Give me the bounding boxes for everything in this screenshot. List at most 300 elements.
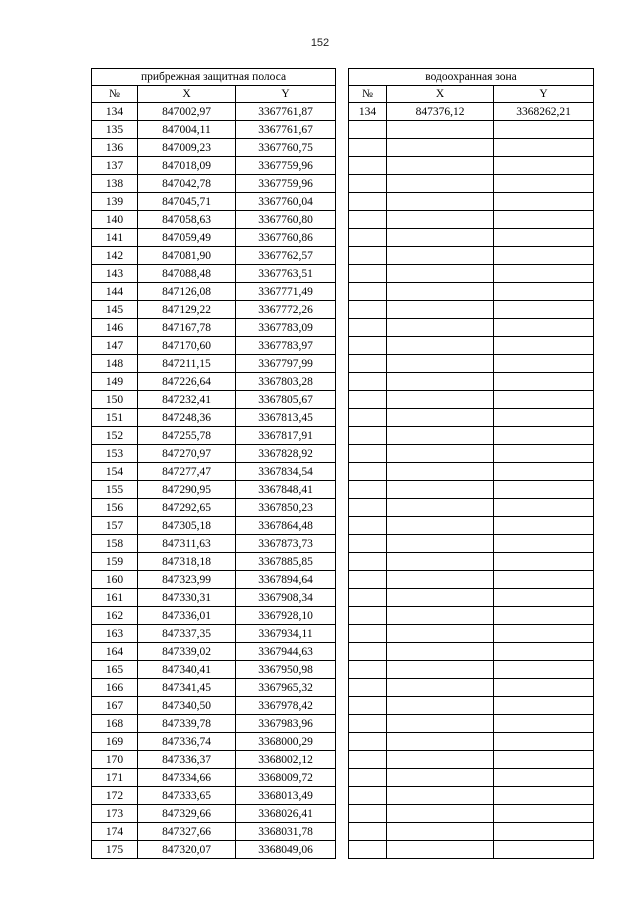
right-y-coordinate-cell bbox=[494, 283, 594, 301]
table-gap bbox=[336, 499, 349, 517]
left-x-coordinate-cell: 847170,60 bbox=[138, 337, 236, 355]
left-x-coordinate-cell: 847004,11 bbox=[138, 121, 236, 139]
left-x-coordinate-cell: 847290,95 bbox=[138, 481, 236, 499]
right-point-number-cell bbox=[349, 121, 387, 139]
table-row bbox=[92, 319, 594, 337]
right-x-coordinate-cell bbox=[387, 733, 494, 751]
right-x-coordinate-cell bbox=[387, 175, 494, 193]
table-row bbox=[92, 787, 594, 805]
left-x-coordinate-cell: 847339,78 bbox=[138, 715, 236, 733]
section-title-row bbox=[92, 69, 594, 86]
table-gap bbox=[336, 679, 349, 697]
table-gap bbox=[336, 229, 349, 247]
table-gap bbox=[336, 463, 349, 481]
right-point-number-cell bbox=[349, 427, 387, 445]
left-point-number-cell: 135 bbox=[92, 121, 138, 139]
left-x-coordinate-cell: 847042,78 bbox=[138, 175, 236, 193]
right-point-number-cell bbox=[349, 751, 387, 769]
right-x-coordinate-cell bbox=[387, 715, 494, 733]
left-x-coordinate-cell: 847334,66 bbox=[138, 769, 236, 787]
right-y-coordinate-cell bbox=[494, 625, 594, 643]
right-x-coordinate-cell bbox=[387, 625, 494, 643]
left-y-coordinate-cell: 3367894,64 bbox=[236, 571, 336, 589]
table-gap bbox=[336, 823, 349, 841]
right-point-number-cell bbox=[349, 175, 387, 193]
left-y-coordinate-cell: 3367950,98 bbox=[236, 661, 336, 679]
left-y-coordinate-cell: 3367834,54 bbox=[236, 463, 336, 481]
right-y-coordinate-cell bbox=[494, 319, 594, 337]
left-x-coordinate-cell: 847336,01 bbox=[138, 607, 236, 625]
right-y-coordinate-cell bbox=[494, 121, 594, 139]
table-row bbox=[92, 211, 594, 229]
left-x-coordinate-cell: 847292,65 bbox=[138, 499, 236, 517]
left-y-coordinate-cell: 3367850,23 bbox=[236, 499, 336, 517]
table-row bbox=[92, 805, 594, 823]
right-y-coordinate-cell bbox=[494, 193, 594, 211]
table-gap bbox=[336, 751, 349, 769]
right-y-coordinate-cell bbox=[494, 157, 594, 175]
table-row bbox=[92, 355, 594, 373]
left-x-coordinate-cell: 847336,74 bbox=[138, 733, 236, 751]
right-x-coordinate-cell bbox=[387, 121, 494, 139]
left-x-coordinate-cell: 847339,02 bbox=[138, 643, 236, 661]
left-y-coordinate-cell: 3367873,73 bbox=[236, 535, 336, 553]
right-point-number-cell bbox=[349, 139, 387, 157]
left-header-y: Y bbox=[236, 86, 336, 103]
left-x-coordinate-cell: 847270,97 bbox=[138, 445, 236, 463]
right-x-coordinate-cell bbox=[387, 355, 494, 373]
left-y-coordinate-cell: 3367965,32 bbox=[236, 679, 336, 697]
right-x-coordinate-cell bbox=[387, 283, 494, 301]
column-header-row bbox=[92, 86, 594, 103]
table-row bbox=[92, 571, 594, 589]
left-point-number-cell: 149 bbox=[92, 373, 138, 391]
table-row bbox=[92, 499, 594, 517]
right-y-coordinate-cell bbox=[494, 607, 594, 625]
right-y-coordinate-cell bbox=[494, 787, 594, 805]
table-gap bbox=[336, 571, 349, 589]
left-y-coordinate-cell: 3368026,41 bbox=[236, 805, 336, 823]
left-y-coordinate-cell: 3367761,87 bbox=[236, 103, 336, 121]
right-point-number-cell bbox=[349, 805, 387, 823]
right-header-x: X bbox=[387, 86, 494, 103]
table-row bbox=[92, 409, 594, 427]
table-gap bbox=[336, 715, 349, 733]
right-x-coordinate-cell bbox=[387, 805, 494, 823]
right-y-coordinate-cell bbox=[494, 589, 594, 607]
left-y-coordinate-cell: 3368031,78 bbox=[236, 823, 336, 841]
right-x-coordinate-cell bbox=[387, 661, 494, 679]
left-y-coordinate-cell: 3367928,10 bbox=[236, 607, 336, 625]
right-point-number-cell bbox=[349, 841, 387, 859]
right-x-coordinate-cell bbox=[387, 499, 494, 517]
left-y-coordinate-cell: 3367828,92 bbox=[236, 445, 336, 463]
right-point-number-cell bbox=[349, 517, 387, 535]
right-point-number-cell bbox=[349, 499, 387, 517]
right-x-coordinate-cell bbox=[387, 787, 494, 805]
right-point-number-cell bbox=[349, 301, 387, 319]
right-point-number-cell: 134 bbox=[349, 103, 387, 121]
right-section-title: водоохранная зона bbox=[349, 69, 594, 86]
right-y-coordinate-cell bbox=[494, 715, 594, 733]
left-point-number-cell: 154 bbox=[92, 463, 138, 481]
table-row bbox=[92, 103, 594, 121]
left-x-coordinate-cell: 847333,65 bbox=[138, 787, 236, 805]
right-y-coordinate-cell bbox=[494, 175, 594, 193]
right-x-coordinate-cell bbox=[387, 319, 494, 337]
right-y-coordinate-cell bbox=[494, 805, 594, 823]
table-row bbox=[92, 247, 594, 265]
right-x-coordinate-cell bbox=[387, 211, 494, 229]
left-y-coordinate-cell: 3368049,06 bbox=[236, 841, 336, 859]
left-x-coordinate-cell: 847341,45 bbox=[138, 679, 236, 697]
right-y-coordinate-cell bbox=[494, 517, 594, 535]
right-point-number-cell bbox=[349, 319, 387, 337]
right-header-number: № bbox=[349, 86, 387, 103]
left-x-coordinate-cell: 847009,23 bbox=[138, 139, 236, 157]
left-point-number-cell: 174 bbox=[92, 823, 138, 841]
right-y-coordinate-cell bbox=[494, 355, 594, 373]
table-gap bbox=[336, 121, 349, 139]
left-y-coordinate-cell: 3367885,85 bbox=[236, 553, 336, 571]
table-gap bbox=[336, 175, 349, 193]
right-point-number-cell bbox=[349, 265, 387, 283]
left-x-coordinate-cell: 847211,15 bbox=[138, 355, 236, 373]
left-point-number-cell: 166 bbox=[92, 679, 138, 697]
left-x-coordinate-cell: 847320,07 bbox=[138, 841, 236, 859]
table-row bbox=[92, 697, 594, 715]
table-gap bbox=[336, 193, 349, 211]
table-gap bbox=[336, 625, 349, 643]
table-gap bbox=[336, 787, 349, 805]
left-point-number-cell: 143 bbox=[92, 265, 138, 283]
table-row bbox=[92, 157, 594, 175]
right-point-number-cell bbox=[349, 283, 387, 301]
right-y-coordinate-cell bbox=[494, 499, 594, 517]
left-y-coordinate-cell: 3367817,91 bbox=[236, 427, 336, 445]
table-gap bbox=[336, 517, 349, 535]
right-x-coordinate-cell bbox=[387, 373, 494, 391]
left-x-coordinate-cell: 847255,78 bbox=[138, 427, 236, 445]
left-point-number-cell: 136 bbox=[92, 139, 138, 157]
left-point-number-cell: 168 bbox=[92, 715, 138, 733]
table-gap bbox=[336, 103, 349, 121]
right-y-coordinate-cell bbox=[494, 661, 594, 679]
table-gap bbox=[336, 337, 349, 355]
table-gap bbox=[336, 319, 349, 337]
table-gap bbox=[336, 427, 349, 445]
coordinates-table bbox=[91, 68, 594, 859]
left-y-coordinate-cell: 3368013,49 bbox=[236, 787, 336, 805]
right-header-y: Y bbox=[494, 86, 594, 103]
left-x-coordinate-cell: 847337,35 bbox=[138, 625, 236, 643]
table-gap bbox=[336, 661, 349, 679]
left-point-number-cell: 161 bbox=[92, 589, 138, 607]
right-point-number-cell bbox=[349, 391, 387, 409]
right-y-coordinate-cell bbox=[494, 337, 594, 355]
table-gap bbox=[336, 805, 349, 823]
left-point-number-cell: 162 bbox=[92, 607, 138, 625]
left-x-coordinate-cell: 847232,41 bbox=[138, 391, 236, 409]
left-x-coordinate-cell: 847340,41 bbox=[138, 661, 236, 679]
left-point-number-cell: 172 bbox=[92, 787, 138, 805]
right-x-coordinate-cell bbox=[387, 517, 494, 535]
left-point-number-cell: 150 bbox=[92, 391, 138, 409]
left-y-coordinate-cell: 3367762,57 bbox=[236, 247, 336, 265]
right-y-coordinate-cell bbox=[494, 481, 594, 499]
table-row bbox=[92, 391, 594, 409]
table-gap bbox=[336, 355, 349, 373]
right-x-coordinate-cell bbox=[387, 247, 494, 265]
left-y-coordinate-cell: 3367797,99 bbox=[236, 355, 336, 373]
right-x-coordinate-cell bbox=[387, 751, 494, 769]
left-x-coordinate-cell: 847081,90 bbox=[138, 247, 236, 265]
right-point-number-cell bbox=[349, 679, 387, 697]
left-point-number-cell: 160 bbox=[92, 571, 138, 589]
left-point-number-cell: 164 bbox=[92, 643, 138, 661]
right-y-coordinate-cell bbox=[494, 211, 594, 229]
left-y-coordinate-cell: 3367760,80 bbox=[236, 211, 336, 229]
table-row bbox=[92, 373, 594, 391]
table-row bbox=[92, 229, 594, 247]
left-y-coordinate-cell: 3368002,12 bbox=[236, 751, 336, 769]
left-point-number-cell: 145 bbox=[92, 301, 138, 319]
left-x-coordinate-cell: 847248,36 bbox=[138, 409, 236, 427]
right-x-coordinate-cell bbox=[387, 229, 494, 247]
left-point-number-cell: 167 bbox=[92, 697, 138, 715]
left-y-coordinate-cell: 3367944,63 bbox=[236, 643, 336, 661]
left-x-coordinate-cell: 847129,22 bbox=[138, 301, 236, 319]
right-point-number-cell bbox=[349, 157, 387, 175]
right-y-coordinate-cell bbox=[494, 301, 594, 319]
left-y-coordinate-cell: 3367759,96 bbox=[236, 175, 336, 193]
right-x-coordinate-cell bbox=[387, 697, 494, 715]
right-y-coordinate-cell bbox=[494, 841, 594, 859]
left-x-coordinate-cell: 847167,78 bbox=[138, 319, 236, 337]
right-x-coordinate-cell bbox=[387, 139, 494, 157]
table-gap bbox=[336, 86, 349, 103]
left-y-coordinate-cell: 3367772,26 bbox=[236, 301, 336, 319]
right-x-coordinate-cell bbox=[387, 643, 494, 661]
right-x-coordinate-cell bbox=[387, 607, 494, 625]
left-point-number-cell: 148 bbox=[92, 355, 138, 373]
right-point-number-cell bbox=[349, 787, 387, 805]
right-x-coordinate-cell bbox=[387, 301, 494, 319]
right-point-number-cell bbox=[349, 373, 387, 391]
table-row bbox=[92, 193, 594, 211]
right-x-coordinate-cell bbox=[387, 427, 494, 445]
right-point-number-cell bbox=[349, 769, 387, 787]
right-point-number-cell bbox=[349, 481, 387, 499]
left-x-coordinate-cell: 847330,31 bbox=[138, 589, 236, 607]
right-y-coordinate-cell bbox=[494, 247, 594, 265]
right-point-number-cell bbox=[349, 337, 387, 355]
left-x-coordinate-cell: 847336,37 bbox=[138, 751, 236, 769]
right-point-number-cell bbox=[349, 625, 387, 643]
table-gap bbox=[336, 247, 349, 265]
left-point-number-cell: 147 bbox=[92, 337, 138, 355]
table-gap bbox=[336, 553, 349, 571]
right-point-number-cell bbox=[349, 211, 387, 229]
table-gap bbox=[336, 643, 349, 661]
right-x-coordinate-cell bbox=[387, 535, 494, 553]
left-point-number-cell: 141 bbox=[92, 229, 138, 247]
left-point-number-cell: 157 bbox=[92, 517, 138, 535]
table-row bbox=[92, 535, 594, 553]
left-header-x: X bbox=[138, 86, 236, 103]
table-row bbox=[92, 265, 594, 283]
table-gap bbox=[336, 589, 349, 607]
left-y-coordinate-cell: 3367978,42 bbox=[236, 697, 336, 715]
left-y-coordinate-cell: 3368000,29 bbox=[236, 733, 336, 751]
left-x-coordinate-cell: 847126,08 bbox=[138, 283, 236, 301]
right-y-coordinate-cell bbox=[494, 229, 594, 247]
right-point-number-cell bbox=[349, 571, 387, 589]
left-x-coordinate-cell: 847058,63 bbox=[138, 211, 236, 229]
table-gap bbox=[336, 445, 349, 463]
right-y-coordinate-cell bbox=[494, 445, 594, 463]
left-y-coordinate-cell: 3367864,48 bbox=[236, 517, 336, 535]
left-x-coordinate-cell: 847002,97 bbox=[138, 103, 236, 121]
right-x-coordinate-cell: 847376,12 bbox=[387, 103, 494, 121]
right-x-coordinate-cell bbox=[387, 553, 494, 571]
left-y-coordinate-cell: 3368009,72 bbox=[236, 769, 336, 787]
left-x-coordinate-cell: 847318,18 bbox=[138, 553, 236, 571]
left-point-number-cell: 169 bbox=[92, 733, 138, 751]
left-point-number-cell: 151 bbox=[92, 409, 138, 427]
table-row bbox=[92, 463, 594, 481]
right-y-coordinate-cell bbox=[494, 427, 594, 445]
left-y-coordinate-cell: 3367760,75 bbox=[236, 139, 336, 157]
right-y-coordinate-cell bbox=[494, 571, 594, 589]
table-gap bbox=[336, 697, 349, 715]
left-x-coordinate-cell: 847088,48 bbox=[138, 265, 236, 283]
right-y-coordinate-cell bbox=[494, 373, 594, 391]
left-y-coordinate-cell: 3367783,09 bbox=[236, 319, 336, 337]
right-x-coordinate-cell bbox=[387, 157, 494, 175]
right-x-coordinate-cell bbox=[387, 409, 494, 427]
right-point-number-cell bbox=[349, 229, 387, 247]
table-row bbox=[92, 661, 594, 679]
table-gap bbox=[336, 373, 349, 391]
right-y-coordinate-cell bbox=[494, 139, 594, 157]
right-x-coordinate-cell bbox=[387, 823, 494, 841]
left-section-title: прибрежная защитная полоса bbox=[92, 69, 336, 86]
right-point-number-cell bbox=[349, 463, 387, 481]
right-y-coordinate-cell bbox=[494, 643, 594, 661]
table-row bbox=[92, 715, 594, 733]
left-y-coordinate-cell: 3367759,96 bbox=[236, 157, 336, 175]
left-point-number-cell: 138 bbox=[92, 175, 138, 193]
left-x-coordinate-cell: 847305,18 bbox=[138, 517, 236, 535]
table-gap bbox=[336, 283, 349, 301]
left-x-coordinate-cell: 847329,66 bbox=[138, 805, 236, 823]
left-y-coordinate-cell: 3367803,28 bbox=[236, 373, 336, 391]
table-row bbox=[92, 589, 594, 607]
table-row bbox=[92, 427, 594, 445]
right-point-number-cell bbox=[349, 445, 387, 463]
left-point-number-cell: 175 bbox=[92, 841, 138, 859]
right-x-coordinate-cell bbox=[387, 193, 494, 211]
table-row bbox=[92, 841, 594, 859]
table-gap bbox=[336, 409, 349, 427]
left-x-coordinate-cell: 847277,47 bbox=[138, 463, 236, 481]
right-point-number-cell bbox=[349, 409, 387, 427]
right-point-number-cell bbox=[349, 193, 387, 211]
table-row bbox=[92, 625, 594, 643]
right-y-coordinate-cell bbox=[494, 769, 594, 787]
left-point-number-cell: 159 bbox=[92, 553, 138, 571]
left-point-number-cell: 153 bbox=[92, 445, 138, 463]
right-x-coordinate-cell bbox=[387, 265, 494, 283]
left-point-number-cell: 146 bbox=[92, 319, 138, 337]
table-row bbox=[92, 481, 594, 499]
table-row bbox=[92, 823, 594, 841]
table-row bbox=[92, 751, 594, 769]
right-x-coordinate-cell bbox=[387, 481, 494, 499]
left-y-coordinate-cell: 3367771,49 bbox=[236, 283, 336, 301]
right-point-number-cell bbox=[349, 697, 387, 715]
table-gap bbox=[336, 69, 349, 86]
left-x-coordinate-cell: 847226,64 bbox=[138, 373, 236, 391]
right-x-coordinate-cell bbox=[387, 589, 494, 607]
left-point-number-cell: 156 bbox=[92, 499, 138, 517]
table-row bbox=[92, 517, 594, 535]
left-x-coordinate-cell: 847311,63 bbox=[138, 535, 236, 553]
left-point-number-cell: 173 bbox=[92, 805, 138, 823]
left-point-number-cell: 170 bbox=[92, 751, 138, 769]
left-x-coordinate-cell: 847327,66 bbox=[138, 823, 236, 841]
table-row bbox=[92, 301, 594, 319]
left-y-coordinate-cell: 3367983,96 bbox=[236, 715, 336, 733]
table-gap bbox=[336, 391, 349, 409]
table-row bbox=[92, 283, 594, 301]
right-y-coordinate-cell bbox=[494, 535, 594, 553]
right-point-number-cell bbox=[349, 607, 387, 625]
table-gap bbox=[336, 769, 349, 787]
table-row bbox=[92, 121, 594, 139]
table-row bbox=[92, 445, 594, 463]
table-gap bbox=[336, 211, 349, 229]
right-x-coordinate-cell bbox=[387, 463, 494, 481]
right-y-coordinate-cell bbox=[494, 391, 594, 409]
right-point-number-cell bbox=[349, 661, 387, 679]
left-x-coordinate-cell: 847340,50 bbox=[138, 697, 236, 715]
left-y-coordinate-cell: 3367761,67 bbox=[236, 121, 336, 139]
table-gap bbox=[336, 301, 349, 319]
table-gap bbox=[336, 535, 349, 553]
right-y-coordinate-cell bbox=[494, 733, 594, 751]
right-x-coordinate-cell bbox=[387, 769, 494, 787]
right-x-coordinate-cell bbox=[387, 337, 494, 355]
right-y-coordinate-cell bbox=[494, 553, 594, 571]
right-x-coordinate-cell bbox=[387, 841, 494, 859]
right-point-number-cell bbox=[349, 247, 387, 265]
left-header-number: № bbox=[92, 86, 138, 103]
right-y-coordinate-cell bbox=[494, 463, 594, 481]
left-point-number-cell: 152 bbox=[92, 427, 138, 445]
page-number: 152 bbox=[310, 37, 330, 49]
right-y-coordinate-cell bbox=[494, 751, 594, 769]
right-x-coordinate-cell bbox=[387, 679, 494, 697]
left-y-coordinate-cell: 3367908,34 bbox=[236, 589, 336, 607]
left-point-number-cell: 163 bbox=[92, 625, 138, 643]
left-point-number-cell: 134 bbox=[92, 103, 138, 121]
table-row bbox=[92, 643, 594, 661]
left-x-coordinate-cell: 847059,49 bbox=[138, 229, 236, 247]
left-y-coordinate-cell: 3367763,51 bbox=[236, 265, 336, 283]
right-y-coordinate-cell: 3368262,21 bbox=[494, 103, 594, 121]
